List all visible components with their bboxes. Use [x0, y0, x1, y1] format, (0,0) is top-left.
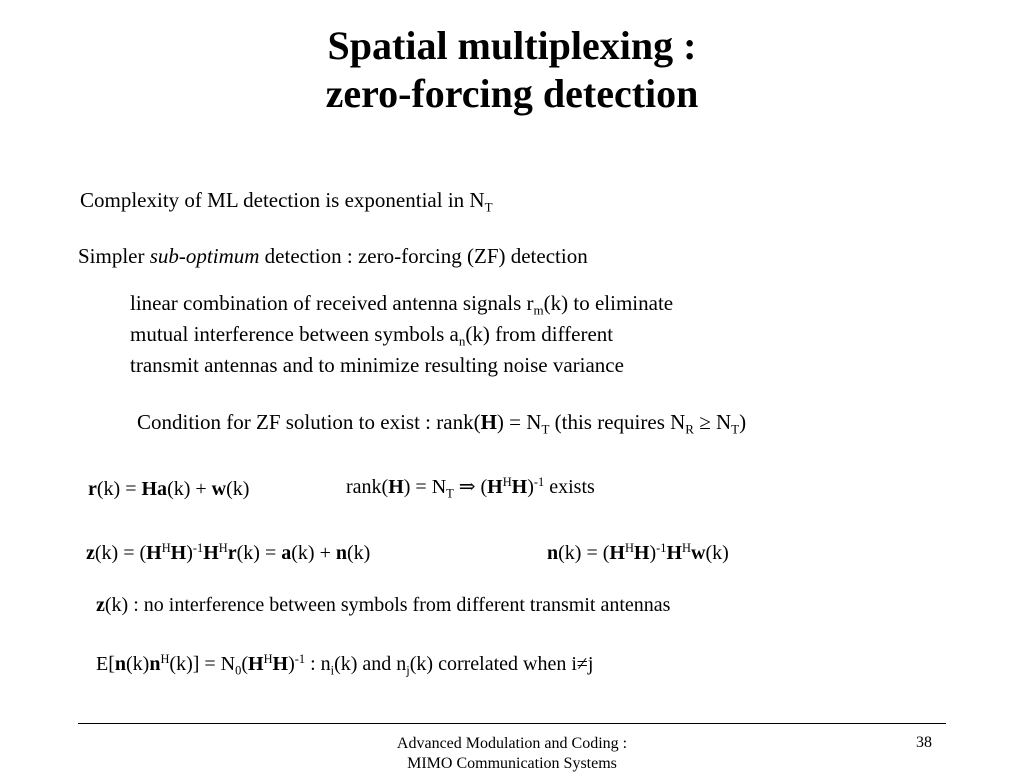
simpler-text: Simpler sub-optimum detection : zero-forcing (ZF) detection [78, 244, 588, 268]
page-number: 38 [916, 734, 932, 751]
eq-signal-model: r(k) = Ha(k) + w(k) [88, 478, 250, 500]
zf-condition: Condition for ZF solution to exist : rank(H) = $N_T$ (this requires $N_R \ge N_T$) [137, 410, 747, 437]
title-line-1: Spatial multiplexing : [327, 23, 697, 68]
eq-rank: rank(H) = $N_T$ ⇒ $(H^HH)^{-1}$ exists [346, 475, 595, 501]
eq-zf-output: $z(k) = (H^HH)^{-1}H^Hr(k) = a(k) + n(k)$ [86, 541, 371, 564]
eq-noise: $n(k) = (H^HH)^{-1}H^Hw(k)$ [547, 541, 729, 564]
desc-line-3: transmit antennas and to minimize resulting noise variance [130, 353, 624, 378]
zf-description [130, 291, 673, 379]
noise-covariance: $E[n(k)n^H(k)] = N_0(H^HH)^{-1}$ : $n_i(k)$ and $n_j(k)$ correlated when i≠j [96, 652, 594, 678]
z-interference-note: z(k) : no interference between symbols from different transmit antennas [96, 594, 671, 616]
desc-line-1: linear combination of received antenna signals $r_m(k)$ to eliminate [130, 291, 674, 318]
footer-divider [78, 723, 946, 724]
footer-line-2: MIMO Communication Systems [407, 755, 617, 772]
footer-text [340, 734, 684, 774]
complexity-text: Complexity of ML detection is exponential in $N_T$ [80, 188, 493, 215]
footer-line-1: Advanced Modulation and Coding : [396, 735, 628, 752]
desc-line-2: mutual interference between symbols $a_n(k)$ from different [130, 322, 614, 349]
title-line-2: zero-forcing detection [325, 71, 699, 116]
slide-title [0, 22, 1024, 118]
